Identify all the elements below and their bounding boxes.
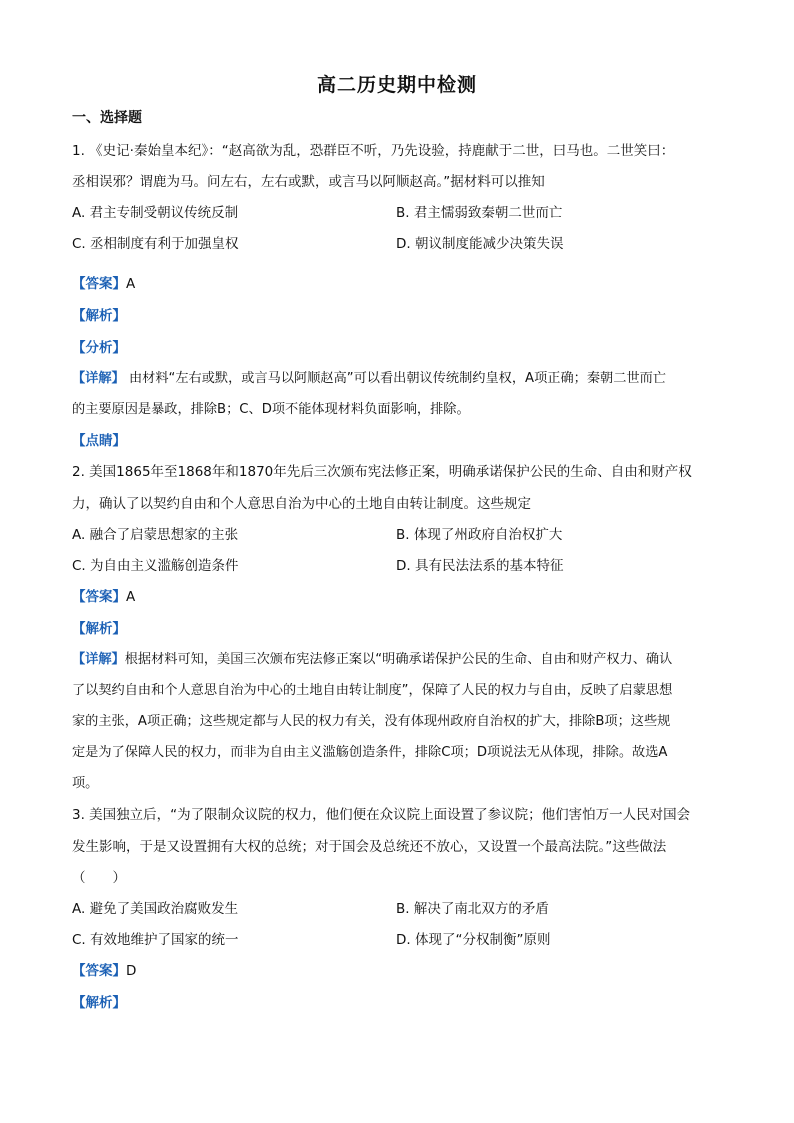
- q2-option-c: C. 为自由主义滥觞创造条件: [72, 558, 239, 574]
- q1-stem-line1: 1. 《史记·秦始皇本纪》：“赵高欲为乱，恐群臣不听，乃先设验，持鹿献于二世，曰马也。二世笑曰：: [72, 143, 675, 159]
- answer-value: A: [126, 276, 136, 292]
- q2-detail-line3: 家的主张，A项正确；这些规定都与人民的权力有关，没有体现州政府自治权的扩大，排除B项；这些规: [72, 714, 671, 729]
- answer-label: 【答案】: [72, 276, 126, 292]
- q3-option-d: D. 体现了“分权制衡”原则: [396, 932, 551, 948]
- q3-option-c: C. 有效地维护了国家的统一: [72, 932, 239, 948]
- q2-detail-line5: 项。: [72, 776, 99, 791]
- q2-jiexi-label: 【解析】: [72, 621, 126, 637]
- q3-jiexi-label: 【解析】: [72, 995, 126, 1011]
- detail-label: 【详解】: [72, 371, 125, 386]
- answer-label: 【答案】: [72, 589, 126, 605]
- q3-option-a: A. 避免了美国政治腐败发生: [72, 901, 239, 917]
- q1-option-b: B. 君主懦弱致秦朝二世而亡: [396, 205, 563, 221]
- q1-jiexi-label: 【解析】: [72, 308, 126, 324]
- answer-value: A: [126, 589, 136, 605]
- q2-detail-line4: 定是为了保障人民的权力，而非为自由主义滥觞创造条件，排除C项；D项说法无从体现，排除。故选A: [72, 745, 668, 760]
- page-title: 高二历史期中检测: [316, 74, 477, 96]
- q2-stem-line1: 2. 美国1865年至1868年和1870年先后三次颁布宪法修正案，明确承诺保护公民的生命、自由和财产权: [72, 464, 692, 480]
- q1-option-d: D. 朝议制度能减少决策失误: [396, 236, 564, 252]
- q1-dianjing-label: 【点睛】: [72, 433, 126, 449]
- q1-detail-line2: 的主要原因是暴政，排除B；C、D项不能体现材料负面影响，排除。: [72, 402, 470, 417]
- q1-option-a: A. 君主专制受朝议传统反制: [72, 205, 239, 221]
- q1-stem-line2: 丞相误邪？谓鹿为马。问左右，左右或默，或言马以阿顺赵高。”据材料可以推知: [72, 174, 545, 190]
- q2-option-d: D. 具有民法法系的基本特征: [396, 558, 564, 574]
- q3-stem-line3: （ ）: [72, 870, 126, 886]
- detail-label: 【详解】: [72, 652, 125, 667]
- q3-stem-line2: 发生影响，于是又设置拥有大权的总统；对于国会及总统还不放心，又设置一个最高法院。”这些做法: [72, 839, 667, 855]
- q3-stem-line1: 3. 美国独立后，“为了限制众议院的权力，他们便在众议院上面设置了参议院；他们害怕万一人民对国会: [72, 807, 691, 823]
- q2-detail-line2: 了以契约自由和个人意思自治为中心的土地自由转让制度”，保障了人民的权力与自由，反映了启蒙思想: [72, 683, 673, 698]
- q1-fenxi-label: 【分析】: [72, 340, 126, 356]
- q2-stem-line2: 力，确认了以契约自由和个人意思自治为中心的土地自由转让制度。这些规定: [72, 496, 531, 512]
- q1-answer: [72, 274, 135, 294]
- q2-option-a: A. 融合了启蒙思想家的主张: [72, 527, 239, 543]
- answer-label: 【答案】: [72, 963, 126, 979]
- q1-option-c: C. 丞相制度有利于加强皇权: [72, 236, 239, 252]
- q2-detail-line1: 【详解】根据材料可知，美国三次颁布宪法修正案以“明确承诺保护公民的生命、自由和财产权力、确认: [72, 652, 673, 667]
- q3-option-b: B. 解决了南北双方的矛盾: [396, 901, 549, 917]
- section-heading: 一、选择题: [72, 110, 142, 126]
- q2-answer: [72, 587, 135, 607]
- q1-detail-line1: 【详解】 由材料“左右或默，或言马以阿顺赵高”可以看出朝议传统制约皇权，A项正确；秦朝二世而亡: [72, 371, 666, 386]
- answer-value: D: [126, 963, 137, 979]
- q3-answer: [72, 961, 136, 981]
- q2-option-b: B. 体现了州政府自治权扩大: [396, 527, 563, 543]
